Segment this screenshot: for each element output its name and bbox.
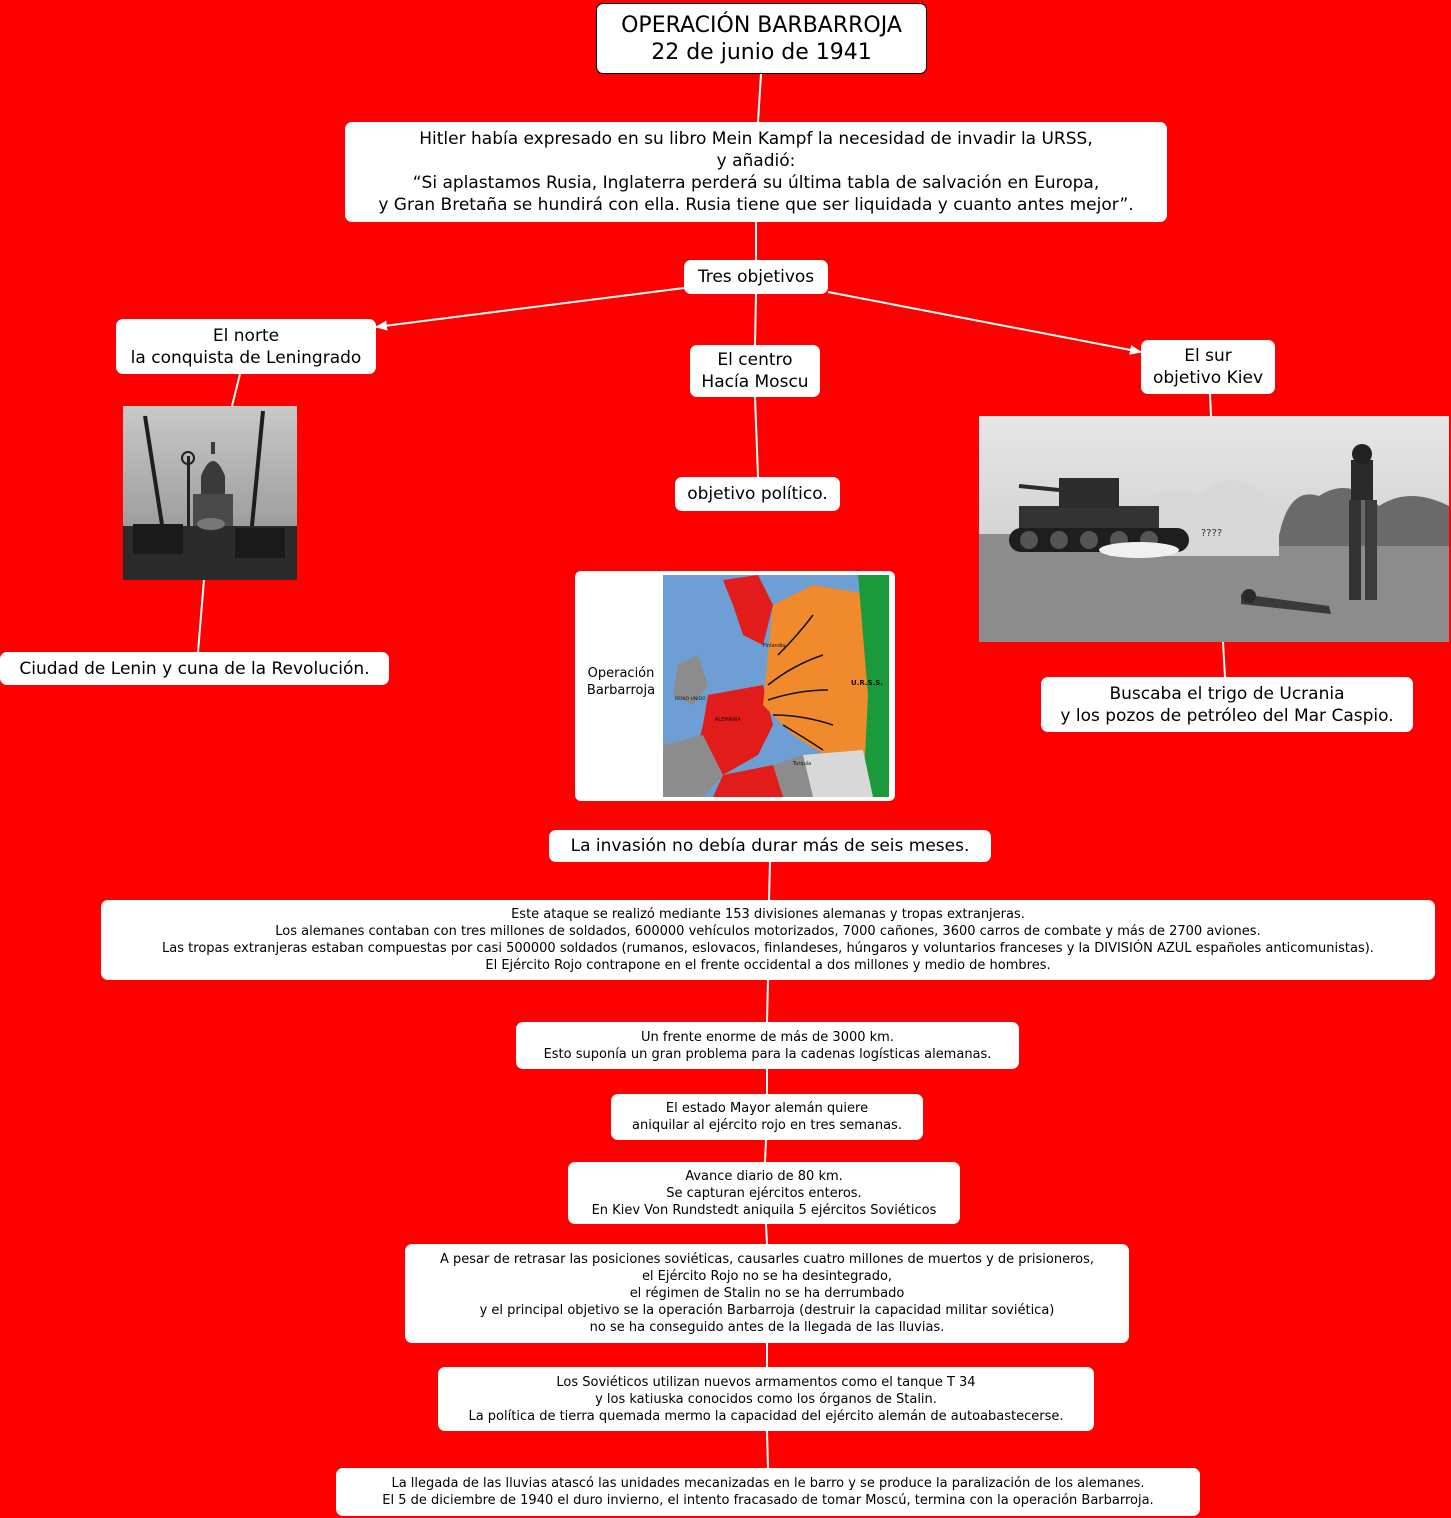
trigo-node: Buscaba el trigo de Ucrania y los pozos de petróleo del Mar Caspio. bbox=[1041, 677, 1413, 732]
lluvias-node: La llegada de las lluvias atascó las unidades mecanizadas en le barro y se produce la paralización de los alemanes. El 5 de diciembre de 1940 el duro invierno, el intento fracasado de tomar Moscú, termina con la operación Barbarroja. bbox=[336, 1468, 1200, 1516]
estado-mayor-node: El estado Mayor alemán quiere aniquilar al ejército rojo en tres semanas. bbox=[611, 1094, 923, 1140]
map-germany-label: ALEMANIA bbox=[715, 717, 741, 723]
map-label: Operación Barbarroja bbox=[586, 666, 656, 698]
tank-photo bbox=[979, 416, 1449, 642]
connector-sovieticos-lluvias bbox=[767, 1431, 768, 1468]
map-uk-label: REINO UNIDO bbox=[675, 697, 706, 702]
connector-estado-avance bbox=[765, 1140, 766, 1162]
centro-node: El centro Hacía Moscu bbox=[690, 345, 820, 397]
objetivo-politico-node: objetivo político. bbox=[675, 477, 840, 511]
connector-ataque-frente bbox=[767, 980, 768, 1022]
connector-objetivos-sur bbox=[828, 292, 1141, 352]
connector-photo-trigo bbox=[1223, 642, 1225, 677]
connector-avance-apesar bbox=[766, 1224, 767, 1244]
ataque-node: Este ataque se realizó mediante 153 divisiones alemanas y tropas extranjeras. Los alemanes contaban con tres millones de soldados, 600000 vehículos motorizados, 7000 cañones, 3600 carros de combate y más de 2700 aviones. Las tropas extranjeras estaban compuestas por casi 500000 soldados (rumanos, eslovacos, finlandeses, húngaros y voluntarios franceses y la DIVISIÓN AZUL españoles anticomunistas). El Ejército Rojo contrapone en el frente occidental a dos millones y medio de hombres. bbox=[101, 900, 1435, 980]
map-turkey-label: Turquía bbox=[793, 761, 812, 767]
norte-node: El norte la conquista de Leningrado bbox=[116, 319, 376, 374]
map-card bbox=[575, 571, 895, 801]
connector-sur-photo bbox=[1210, 394, 1211, 416]
connector-norte-photo bbox=[232, 374, 240, 406]
leningrad-photo bbox=[123, 406, 297, 580]
frente-node: Un frente enorme de más de 3000 km. Esto suponía un gran problema para la cadenas logísticas alemanas. bbox=[516, 1022, 1019, 1069]
europe-map bbox=[663, 575, 889, 797]
avance-node: Avance diario de 80 km. Se capturan ejércitos enteros. En Kiev Von Rundstedt aniquila 5 ejércitos Soviéticos bbox=[568, 1162, 960, 1224]
connector-objetivos-centro bbox=[755, 294, 756, 345]
lenin-node: Ciudad de Lenin y cuna de la Revolución. bbox=[0, 652, 389, 685]
invasion-node: La invasión no debía durar más de seis meses. bbox=[549, 830, 991, 862]
connector-objetivos-norte bbox=[376, 288, 684, 327]
sur-node: El sur objetivo Kiev bbox=[1141, 340, 1275, 394]
map-urss-label: U.R.S.S. bbox=[851, 679, 883, 687]
connector-invasion-ataque bbox=[769, 862, 770, 900]
connector-title-hitler bbox=[758, 74, 761, 122]
tank-photo-annotation: ???? bbox=[1201, 528, 1223, 539]
connector-centro-politico bbox=[755, 397, 758, 477]
hitler-quote-node: Hitler había expresado en su libro Mein Kampf la necesidad de invadir la URSS, y añadió: “Si aplastamos Rusia, Inglaterra perderá su última tabla de salvación en Europa, y Gran Bretaña se hundirá con ella. Rusia tiene que ser liquidada y cuanto antes mejor”. bbox=[345, 122, 1167, 222]
map-finland-label: Finlandia bbox=[763, 643, 786, 649]
a-pesar-node: A pesar de retrasar las posiciones soviéticas, causarles cuatro millones de muertos y de prisioneros, el Ejército Rojo no se ha desintegrado, el régimen de Stalin no se ha derrumbado y el principal objetivo se la operación Barbarroja (destruir la capacidad militar soviética) no se ha conseguido antes de la llegada de las lluvias. bbox=[405, 1244, 1129, 1343]
connector-photo-lenin bbox=[198, 580, 204, 652]
sovieticos-node: Los Soviéticos utilizan nuevos armamentos como el tanque T 34 y los katiuska conocidos como los órganos de Stalin. La política de tierra quemada mermo la capacidad del ejército alemán de autoabastecerse. bbox=[438, 1367, 1094, 1431]
title-node: OPERACIÓN BARBARROJA 22 de junio de 1941 bbox=[596, 3, 927, 74]
tres-objetivos-node: Tres objetivos bbox=[684, 260, 828, 294]
